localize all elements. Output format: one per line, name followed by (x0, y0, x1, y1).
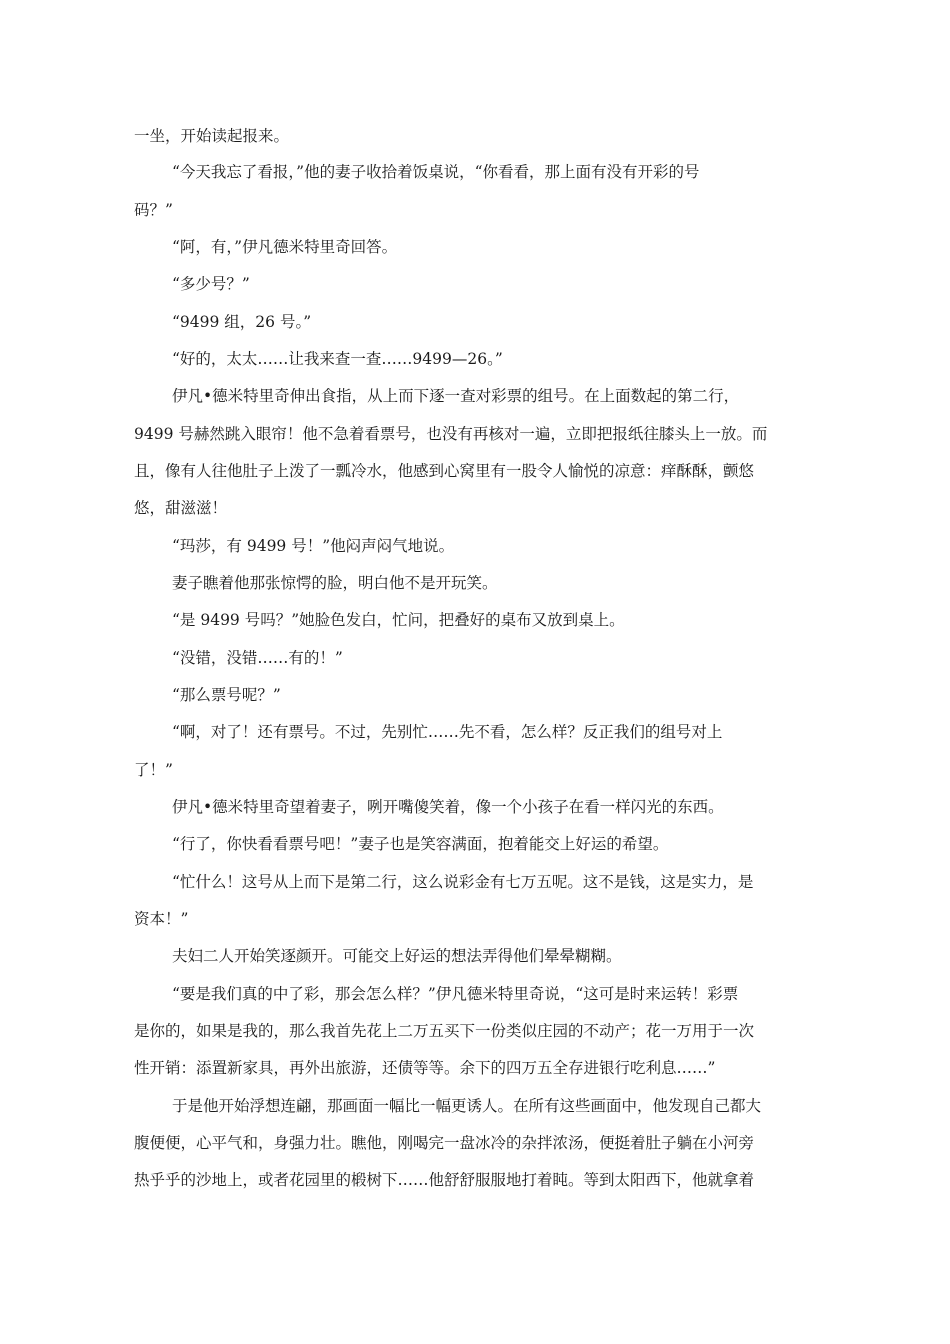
text-line: 妻子瞧着他那张惊愕的脸，明白他不是开玩笑。 (172, 574, 498, 592)
text-line: 且，像有人往他肚子上泼了一瓢冷水，他感到心窝里有一股令人愉悦的凉意：痒酥酥，颤悠 (134, 462, 755, 480)
text-line: “今天我忘了看报，”他的妻子收拾着饭桌说，“你看看，那上面有没有开彩的号 (172, 163, 700, 181)
text-line: “要是我们真的中了彩，那会怎么样？”伊凡德米特里奇说，“这可是时来运转！彩票 (172, 985, 739, 1003)
text-line: 资本！” (134, 910, 189, 928)
text-line: 伊凡•德米特里奇望着妻子，咧开嘴傻笑着，像一个小孩子在看一样闪光的东西。 (172, 798, 724, 816)
text-line: 性开销：添置新家具，再外出旅游，还债等等。余下的四万五全存进银行吃利息……” (134, 1059, 716, 1077)
text-line: 是你的，如果是我的，那么我首先花上二万五买下一份类似庄园的不动产；花一万用于一次 (134, 1022, 755, 1040)
text-line: “9499 组，26 号。” (172, 313, 312, 331)
text-line: “好的，太太……让我来查一查……9499—26。” (172, 350, 503, 368)
text-line: 一坐，开始读起报来。 (134, 127, 290, 145)
text-line: 码？” (134, 201, 173, 219)
text-line: “那么票号呢？” (172, 686, 281, 704)
text-line: 热乎乎的沙地上，或者花园里的椴树下……他舒舒服服地打着盹。等到太阳西下，他就拿着 (134, 1171, 755, 1189)
text-line: “玛莎，有 9499 号！”他闷声闷气地说。 (172, 537, 455, 555)
text-line: 腹便便，心平气和，身强力壮。瞧他，刚喝完一盘冰冷的杂拌浓汤，便挺着肚子躺在小河旁 (134, 1134, 755, 1152)
text-line: 伊凡•德米特里奇伸出食指，从上而下逐一查对彩票的组号。在上面数起的第二行， (172, 387, 740, 405)
text-line: “多少号？” (172, 275, 250, 293)
text-line: “啊，对了！还有票号。不过，先别忙……先不看，怎么样？反正我们的组号对上 (172, 723, 723, 741)
text-line: “忙什么！这号从上而下是第二行，这么说彩金有七万五呢。这不是钱，这是实力，是 (172, 873, 754, 891)
text-line: “是 9499 号吗？”她脸色发白，忙问，把叠好的桌布又放到桌上。 (172, 611, 625, 629)
text-line: 夫妇二人开始笑逐颜开。可能交上好运的想法弄得他们晕晕糊糊。 (172, 947, 622, 965)
text-line: “行了，你快看看票号吧！”妻子也是笑容满面，抱着能交上好运的希望。 (172, 835, 669, 853)
text-line: 于是他开始浮想连翩，那画面一幅比一幅更诱人。在所有这些画面中，他发现自己都大 (172, 1097, 762, 1115)
text-line: 9499 号赫然跳入眼帘！他不急着看票号，也没有再核对一遍，立即把报纸往膝头上一放。而 (134, 425, 768, 443)
text-line: “没错，没错……有的！” (172, 649, 343, 667)
text-line: 了！” (134, 761, 173, 779)
text-line: “阿，有，”伊凡德米特里奇回答。 (172, 238, 398, 256)
text-line: 悠，甜滋滋！ (134, 499, 228, 517)
